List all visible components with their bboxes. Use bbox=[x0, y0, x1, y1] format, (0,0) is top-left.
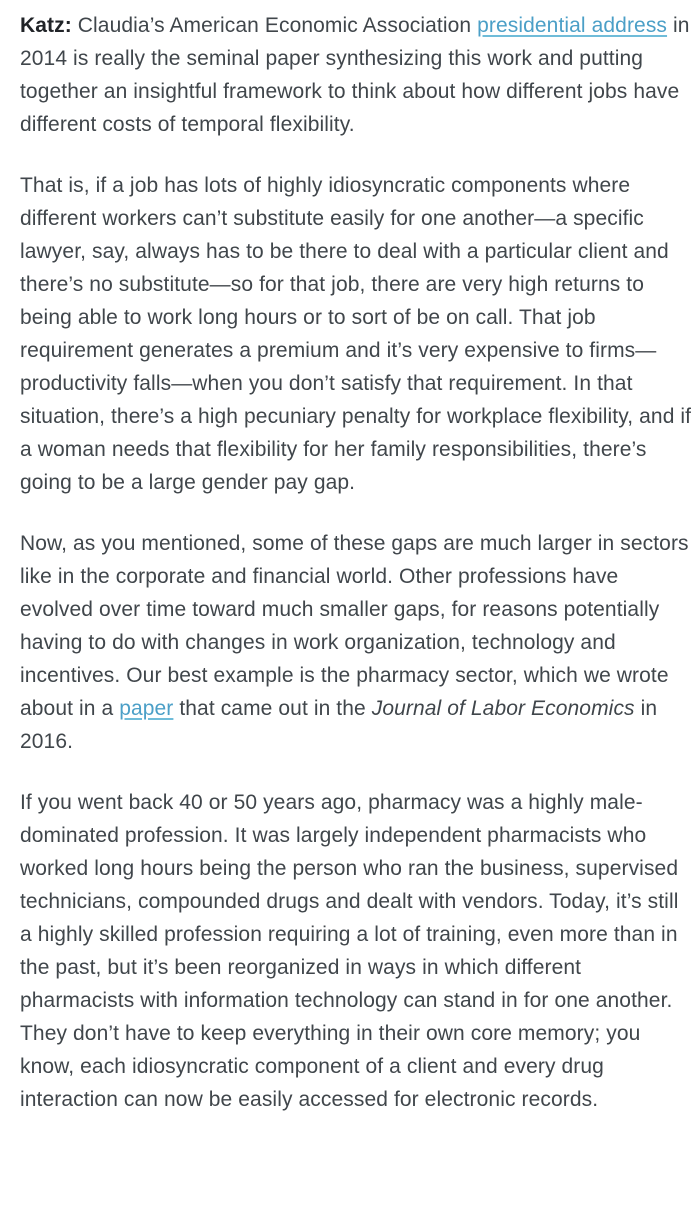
body-text: Now, as you mentioned, some of these gaps are much larger in sectors like in the corporate and financial world. Other professions have evolved over time toward much smaller gaps, for reasons potentially having to do with changes in work organization, technology and incentives. Our best example is the pharmacy sector, which we wrote about in a bbox=[20, 532, 689, 720]
presidential-address-link[interactable]: presidential address bbox=[477, 14, 668, 37]
paragraph-list bbox=[20, 9, 696, 1116]
body-text: Claudia’s American Economic Association bbox=[71, 14, 478, 37]
speaker-label: Katz: bbox=[20, 14, 72, 37]
interview-paragraph bbox=[20, 9, 696, 141]
body-text: If you went back 40 or 50 years ago, pharmacy was a highly male-dominated profession. It was largely independent pharmacists who worked long hours being the person who ran the business, supervised technicians, compounded drugs and dealt with vendors. Today, it’s still a highly skilled profession requiring a lot of training, even more than in the past, but it’s been reorganized in ways in which different pharmacists with information technology can stand in for one another. They don’t have to keep everything in their own core memory; you know, each idiosyncratic component of a client and every drug interaction can now be easily accessed for electronic records. bbox=[20, 791, 679, 1111]
body-text: That is, if a job has lots of highly idiosyncratic components where different workers can’t substitute easily for one another​—a specific lawyer, say, always has to be there to deal with a particular client and there’s no substitute—so for that job, there are very high returns to being able to work long hours or to sort of be on call. That job requirement generates a premium and it’s very expensive to firms—productivity falls—when you don’t satisfy that requirement. In that situation, there’s a high pecuniary penalty for workplace flexibility, and if a woman needs that flexibility for her family responsibilities, there’s going to be a large gender pay gap. bbox=[20, 174, 692, 494]
body-text: in 2014 is really the seminal paper synthesizing this work and putting together an insightful framework to think about how different jobs have different costs of temporal flexibility. bbox=[20, 14, 690, 136]
paper-link[interactable]: paper bbox=[119, 697, 174, 720]
body-text: that came out in the bbox=[173, 697, 372, 720]
journal-title: Journal of Labor Economics bbox=[371, 697, 635, 720]
interview-paragraph bbox=[20, 527, 696, 758]
interview-paragraph bbox=[20, 169, 696, 499]
interview-paragraph bbox=[20, 786, 696, 1116]
body-text: in 2016. bbox=[20, 697, 658, 753]
